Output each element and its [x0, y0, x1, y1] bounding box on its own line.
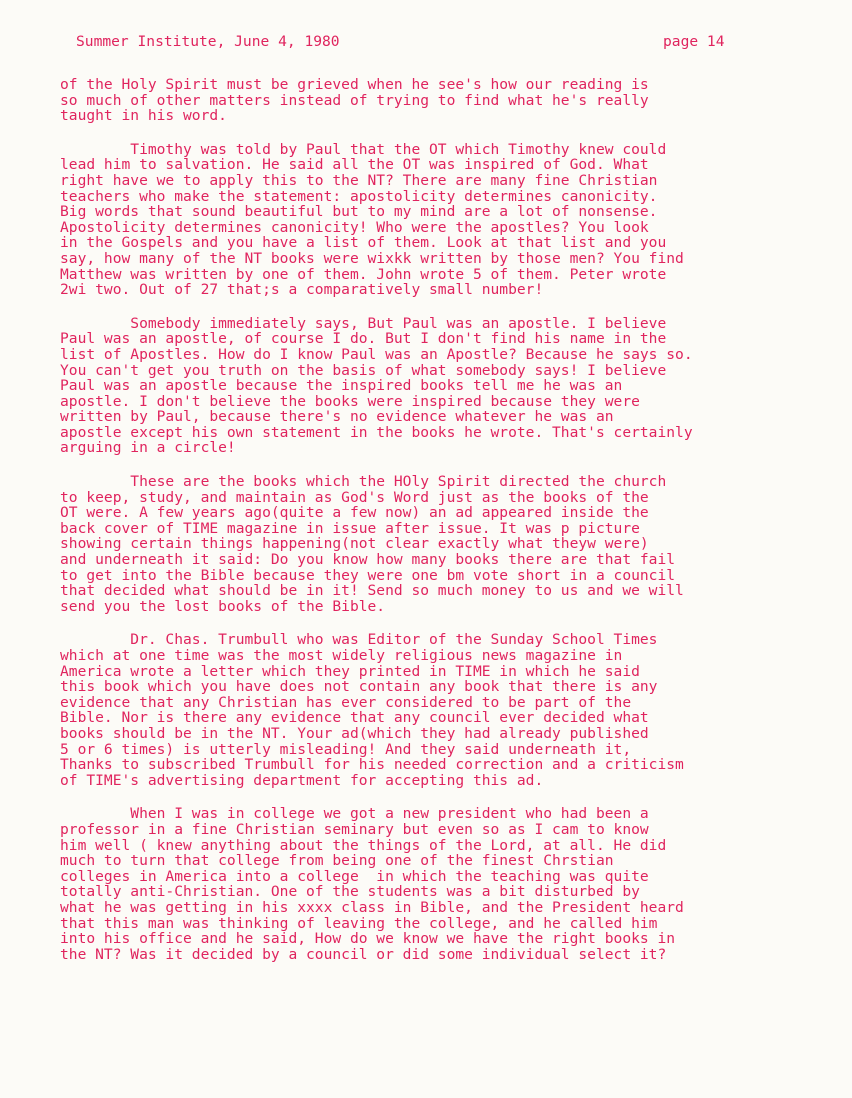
paragraph	[60, 316, 820, 456]
text-line: totally anti-Christian. One of the students was a bit disturbed by	[60, 883, 640, 901]
text-line: evidence that any Christian has ever considered to be part of the	[60, 693, 632, 711]
text-line: arguing in a circle!	[60, 439, 236, 457]
text-line: Thanks to subscribed Trumbull for his needed correction and a criticism	[60, 756, 684, 774]
text-line: Timothy was told by Paul that the OT which Timothy knew could	[60, 140, 667, 158]
paragraph-gap	[60, 614, 820, 632]
text-line: Somebody immediately says, But Paul was an apostle. I believe	[60, 314, 667, 332]
text-line: lead him to salvation. He said all the OT was inspired of God. What	[60, 156, 649, 174]
document-title: Summer Institute, June 4, 1980	[76, 33, 340, 50]
text-line: send you the lost books of the Bible.	[60, 597, 386, 615]
text-line: 2wi two. Out of 27 that;s a comparatively small number!	[60, 281, 544, 299]
text-line: Matthew was written by one of them. John wrote 5 of them. Peter wrote	[60, 265, 667, 283]
paragraph	[60, 474, 820, 614]
text-line: taught in his word.	[60, 107, 227, 125]
text-line: of TIME's advertising department for accepting this ad.	[60, 771, 544, 789]
text-line: Paul was an apostle, of course I do. But I don't find his name in the	[60, 330, 667, 348]
text-line: say, how many of the NT books were wixkk written by those men? You find	[60, 249, 684, 267]
text-line: in the Gospels and you have a list of them. Look at that list and you	[60, 234, 667, 252]
text-line: him well ( knew anything about the things of the Lord, at all. He did	[60, 836, 667, 854]
text-line: When I was in college we got a new president who had been a	[60, 805, 649, 823]
text-line: which at one time was the most widely religious news magazine in	[60, 647, 623, 664]
document-body	[60, 77, 820, 962]
text-line: You can't get you truth on the basis of what somebody says! I believe	[60, 361, 667, 379]
page-header	[0, 34, 852, 54]
text-line: America wrote a letter which they printed in TIME in which he said	[60, 662, 640, 680]
text-line: list of Apostles. How do I know Paul was an Apostle? Because he says so.	[60, 345, 693, 363]
text-line: 5 or 6 times) is utterly misleading! And they said underneath it,	[60, 740, 632, 758]
text-line: Apostolicity determines canonicity! Who were the apostles? You look	[60, 218, 649, 236]
text-line: OT were. A few years ago(quite a few now) an ad appeared inside the	[60, 504, 649, 522]
text-line: professor in a fine Christian seminary but even so as I cam to know	[60, 820, 649, 838]
text-line: Big words that sound beautiful but to my mind are a lot of nonsense.	[60, 203, 658, 221]
text-line: much to turn that college from being one of the finest Chrstian	[60, 852, 614, 870]
text-line: into his office and he said, How do we know we have the right books in	[60, 930, 676, 948]
text-line: colleges in America into a college in which the teaching was quite	[60, 867, 649, 885]
text-line: to keep, study, and maintain as God's Word just as the books of the	[60, 488, 649, 506]
text-line: and underneath it said: Do you know how many books there are that fail	[60, 551, 676, 569]
text-line: the NT? Was it decided by a council or did some individual select it?	[60, 945, 667, 963]
text-line: what he was getting in his xxxx class in Bible, and the President heard	[60, 898, 684, 916]
text-line: Paul was an apostle because the inspired books tell me he was an	[60, 377, 623, 395]
text-line: back cover of TIME magazine in issue after issue. It was p picture	[60, 519, 640, 537]
text-line: that this man was thinking of leaving the college, and he called him	[60, 914, 658, 932]
text-line: so much of other matters instead of trying to find what he's really	[60, 91, 649, 109]
paragraph-gap	[60, 456, 820, 474]
text-line: apostle. I don't believe the books were inspired because they were	[60, 392, 640, 410]
paragraph-gap	[60, 298, 820, 316]
text-line: showing certain things happening(not clear exactly what theyw were)	[60, 535, 649, 553]
paragraph	[60, 806, 820, 962]
page-number: page 14	[663, 33, 725, 50]
text-line: These are the books which the HOly Spirit directed the church	[60, 473, 667, 491]
text-line: right have we to apply this to the NT? There are many fine Christian	[60, 171, 658, 189]
text-line: of the Holy Spirit must be grieved when he see's how our reading is	[60, 76, 649, 93]
text-line: this book which you have does not contain any book that there is any	[60, 678, 658, 696]
text-line: written by Paul, because there's no evidence whatever he was an	[60, 408, 614, 426]
text-line: apostle except his own statement in the books he wrote. That's certainly	[60, 423, 693, 441]
text-line: Bible. Nor is there any evidence that any council ever decided what	[60, 709, 649, 727]
paragraph	[60, 632, 820, 788]
text-line: books should be in the NT. Your ad(which they had already published	[60, 724, 649, 742]
paragraph	[60, 142, 820, 298]
paragraph-gap	[60, 124, 820, 142]
text-line: teachers who make the statement: apostolicity determines canonicity.	[60, 187, 658, 205]
text-line: Dr. Chas. Trumbull who was Editor of the Sunday School Times	[60, 631, 658, 649]
paragraph	[60, 77, 820, 124]
paragraph-gap	[60, 788, 820, 806]
text-line: to get into the Bible because they were one bm vote short in a council	[60, 566, 676, 584]
text-line: that decided what should be in it! Send so much money to us and we will	[60, 582, 684, 600]
